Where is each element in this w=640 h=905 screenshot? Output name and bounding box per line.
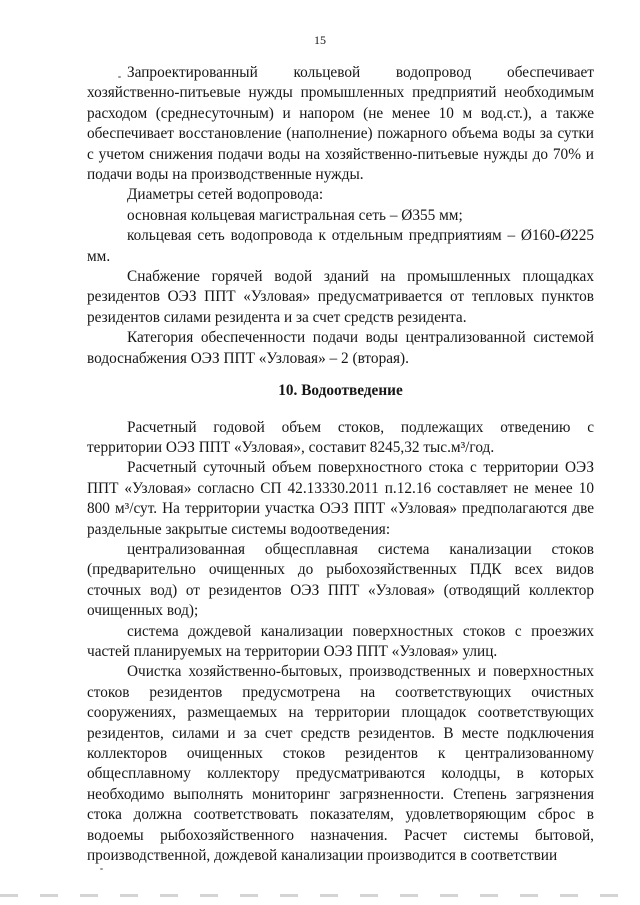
document-body xyxy=(87,63,594,866)
paragraph-storm-sewer-system: система дождевой канализации поверхностных стоков с проезжих частей планируемых на территории ОЭЗ ППТ «Узловая» улиц. xyxy=(87,622,594,660)
paragraph-daily-surface-runoff: Расчетный суточный объем поверхностного стока с территории ОЭЗ ППТ «Узловая» согласно СП 42.13330.2011 п.12.16 составляет не менее 10 800 м³/сут. На территории участка ОЭЗ ППТ «Узловая» предполагаются две раздельные закрытые системы водоотведения: xyxy=(87,459,594,538)
scan-edge-artifact xyxy=(0,894,640,897)
paragraph-hot-water-supply: Снабжение горячей водой зданий на промышленных площадках резидентов ОЭЗ ППТ «Узловая» предусматривается от тепловых пунктов резидентов силами резидента и за счет средств резидента. xyxy=(87,268,594,326)
page-number: 15 xyxy=(314,33,326,47)
paragraph-main-ring-diameter: основная кольцевая магистральная сеть – Ø355 мм; xyxy=(127,206,463,224)
paragraph-supply-category: Категория обеспеченности подачи воды централизованной системой водоснабжения ОЭЗ ППТ «Узловая» – 2 (вторая). xyxy=(87,329,594,367)
paragraph-wastewater-treatment: Очистка хозяйственно-бытовых, производственных и поверхностных стоков резидентов предусмотрена на соответствующих очистных сооружениях, размещаемых на территории площадок соответствующих резидентов, силами и за счет средств резидентов. В месте подключения коллекторов очищенных стоков резидентов к централизованному общесплавному коллектору предусматриваются колодцы, в которых необходимо выполнять мониторинг загрязненности. Степень загрязнения стока должна соответствовать показателям, удовлетворяющим сброс в водоемы рыбохозяйственного назначения. Расчет системы бытовой, производственной, дождевой канализации производится в соответствии xyxy=(87,663,594,865)
paragraph-combined-sewer-system: централизованная общесплавная система канализации стоков (предварительно очищенных до рыбохозяйственных ПДК всех видов сточных вод) от резидентов ОЭЗ ППТ «Узловая» (отводящий коллектор очищенных вод); xyxy=(87,540,594,620)
scan-speck xyxy=(118,76,121,78)
paragraph-branch-ring-diameter: кольцевая сеть водопровода к отдельным предприятиям – Ø160-Ø225 мм. xyxy=(87,227,594,265)
scan-speck xyxy=(100,868,103,870)
paragraph-pipe-diameters-heading: Диаметры сетей водопровода: xyxy=(127,186,324,204)
paragraph-annual-runoff: Расчетный годовой объем стоков, подлежащих отведению с территории ОЭЗ ППТ «Узловая», составит 8245,32 тыс.м³/год. xyxy=(87,418,594,456)
section-heading-drainage: 10. Водоотведение xyxy=(278,382,403,400)
paragraph-water-supply-ring: Запроектированный кольцевой водопровод обеспечивает хозяйственно-питьевые нужды промышленных предприятий необходимым расходом (среднесуточным) и напором (не менее 10 м вод.ст.), а также обеспечивает восстановление (наполнение) пожарного объема воды за сутки с учетом снижения подачи воды на хозяйственно-питьевые нужды до 70% и подачи воды на производственные нужды. xyxy=(87,64,594,184)
